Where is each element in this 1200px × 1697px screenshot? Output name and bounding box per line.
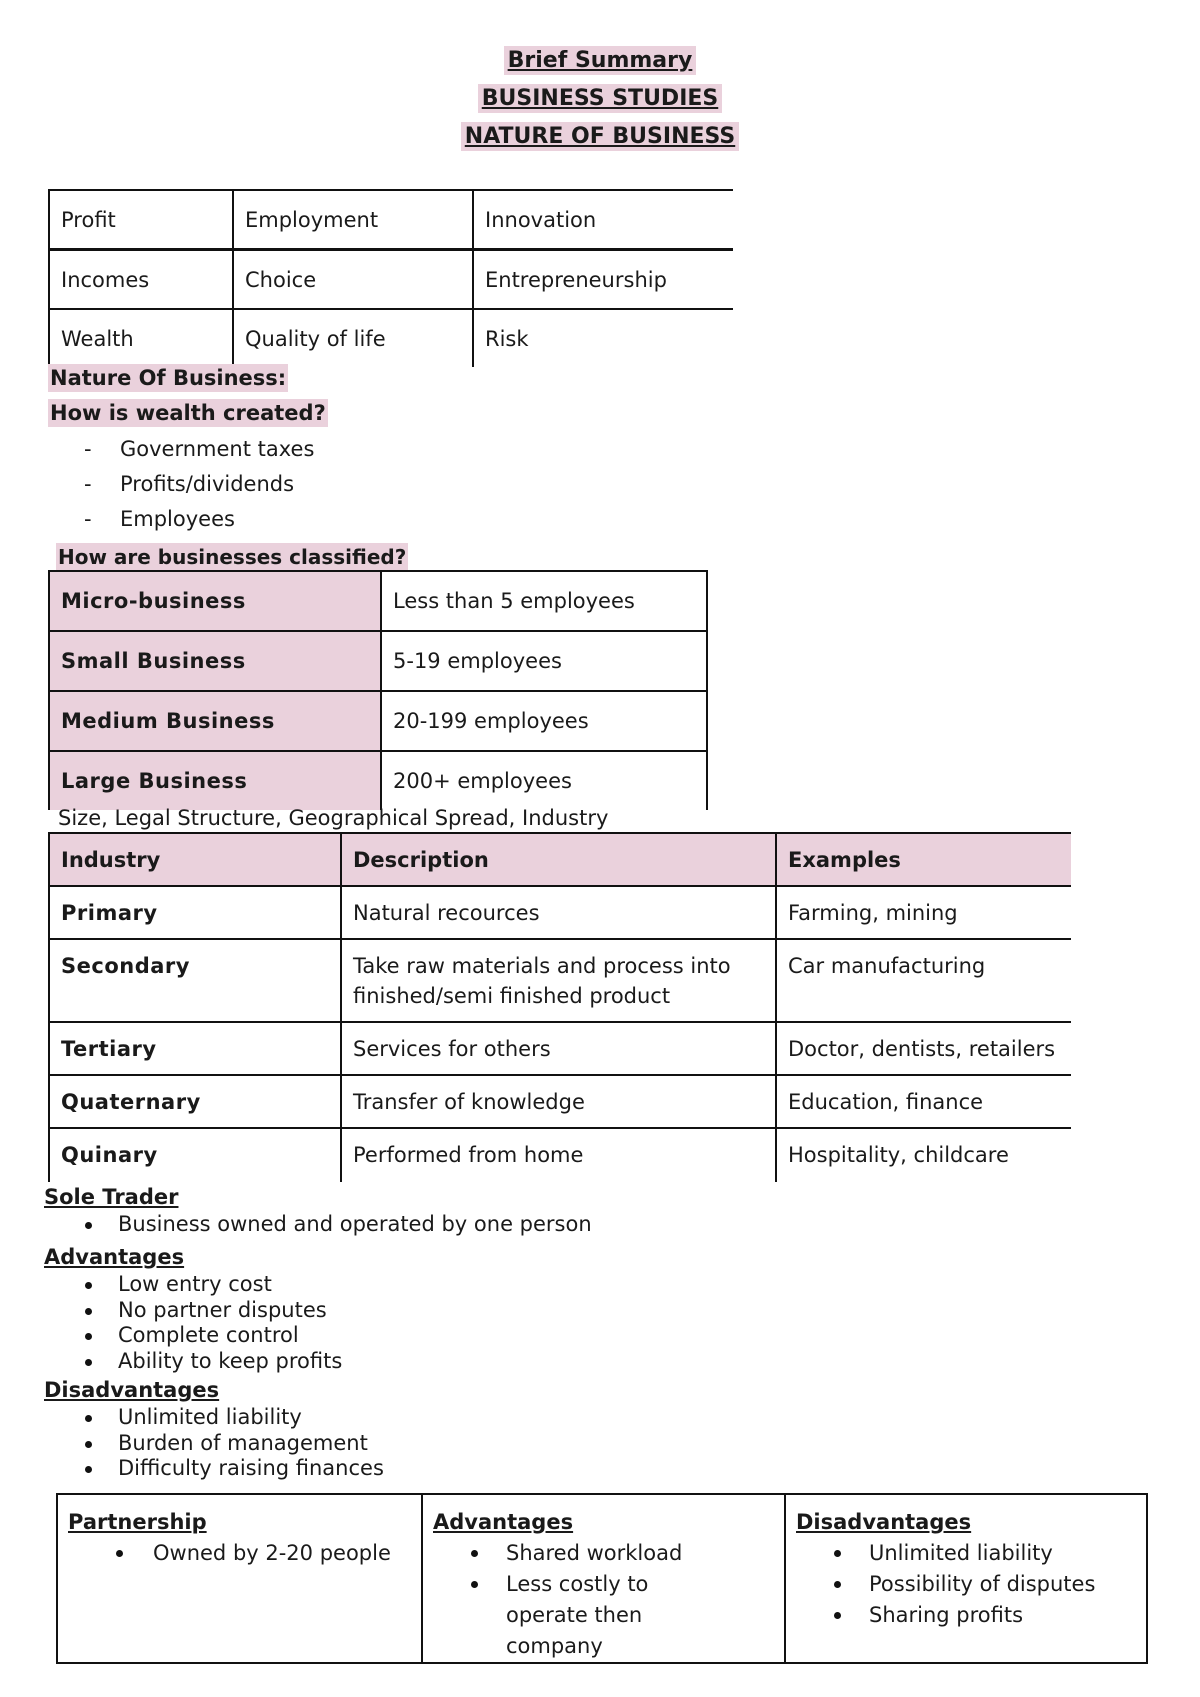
list-item: Possibility of disputes — [796, 1569, 1136, 1600]
partnership-cell — [57, 1494, 422, 1663]
concept-cell: Profit — [49, 190, 233, 250]
examples-cell: Education, finance — [776, 1075, 1071, 1128]
concept-cell: Choice — [233, 250, 473, 310]
partnership-disadvantages-cell — [785, 1494, 1147, 1663]
doc-title: Brief Summary — [0, 48, 1200, 73]
list-item: Unlimited liability — [796, 1538, 1136, 1569]
classified-question: How are businesses classified? — [58, 545, 407, 569]
concepts-table — [48, 189, 733, 367]
size-value: 200+ employees — [381, 751, 707, 810]
industry-cell: Tertiary — [49, 1022, 341, 1075]
list-item: Owned by 2-20 people — [68, 1538, 411, 1569]
size-label: Micro-business — [49, 571, 381, 631]
sole-trader-heading: Sole Trader — [44, 1185, 179, 1209]
description-cell: Services for others — [341, 1022, 776, 1075]
description-cell: Take raw materials and process into finished/semi finished product — [341, 939, 776, 1022]
partnership-disadvantages-list — [796, 1538, 1136, 1631]
size-value: Less than 5 employees — [381, 571, 707, 631]
sole-trader-advantages-heading: Advantages — [44, 1245, 185, 1269]
size-label: Small Business — [49, 631, 381, 691]
concept-cell: Innovation — [473, 190, 733, 250]
column-header: Examples — [776, 833, 1071, 886]
sole-trader-disadvantages-list — [45, 1405, 384, 1482]
industry-table — [48, 832, 1071, 1182]
concept-cell: Entrepreneurship — [473, 250, 733, 310]
topic-title: NATURE OF BUSINESS — [0, 124, 1200, 149]
partnership-definition-list — [68, 1538, 411, 1569]
list-item: Complete control — [45, 1323, 342, 1349]
list-item: Unlimited liability — [45, 1405, 384, 1431]
description-cell: Performed from home — [341, 1128, 776, 1182]
examples-cell: Hospitality, childcare — [776, 1128, 1071, 1182]
wealth-list — [48, 432, 314, 537]
list-item: Difficulty raising finances — [45, 1456, 384, 1482]
concept-cell: Incomes — [49, 250, 233, 310]
list-item: Sharing profits — [796, 1600, 1136, 1631]
sole-trader-definition-list — [45, 1212, 592, 1238]
list-item: - Profits/dividends — [48, 467, 314, 502]
concept-cell: Risk — [473, 309, 733, 367]
classification-line: Size, Legal Structure, Geographical Spread, Industry — [58, 806, 609, 830]
size-value: 5-19 employees — [381, 631, 707, 691]
list-item: No partner disputes — [45, 1298, 342, 1324]
description-cell: Transfer of knowledge — [341, 1075, 776, 1128]
list-item: Low entry cost — [45, 1272, 342, 1298]
examples-cell: Car manufacturing — [776, 939, 1071, 1022]
partnership-advantages-heading: Advantages — [433, 1510, 574, 1534]
list-item: Less costly to operate then company — [433, 1569, 774, 1662]
industry-cell: Quaternary — [49, 1075, 341, 1128]
sole-trader-advantages-list — [45, 1272, 342, 1374]
column-header: Industry — [49, 833, 341, 886]
industry-cell: Secondary — [49, 939, 341, 1022]
size-label: Large Business — [49, 751, 381, 810]
wealth-question: How is wealth created? — [50, 401, 326, 425]
partnership-heading: Partnership — [68, 1510, 207, 1534]
size-table — [48, 570, 708, 810]
industry-cell: Primary — [49, 886, 341, 939]
concept-cell: Employment — [233, 190, 473, 250]
subject-title: BUSINESS STUDIES — [0, 86, 1200, 111]
list-item: - Government taxes — [48, 432, 314, 467]
list-item: Ability to keep profits — [45, 1349, 342, 1375]
concept-cell: Wealth — [49, 309, 233, 367]
size-label: Medium Business — [49, 691, 381, 751]
list-item: Shared workload — [433, 1538, 774, 1569]
description-cell: Natural recources — [341, 886, 776, 939]
sole-trader-disadvantages-heading: Disadvantages — [44, 1378, 220, 1402]
partnership-disadvantages-heading: Disadvantages — [796, 1510, 972, 1534]
list-item: Business owned and operated by one person — [45, 1212, 592, 1238]
nature-heading: Nature Of Business: — [50, 366, 287, 390]
column-header: Description — [341, 833, 776, 886]
list-item: - Employees — [48, 502, 314, 537]
size-value: 20-199 employees — [381, 691, 707, 751]
examples-cell: Doctor, dentists, retailers — [776, 1022, 1071, 1075]
concept-cell: Quality of life — [233, 309, 473, 367]
partnership-table — [56, 1493, 1148, 1664]
partnership-advantages-cell — [422, 1494, 785, 1663]
list-item: Burden of management — [45, 1431, 384, 1457]
industry-cell: Quinary — [49, 1128, 341, 1182]
partnership-advantages-list — [433, 1538, 774, 1662]
examples-cell: Farming, mining — [776, 886, 1071, 939]
